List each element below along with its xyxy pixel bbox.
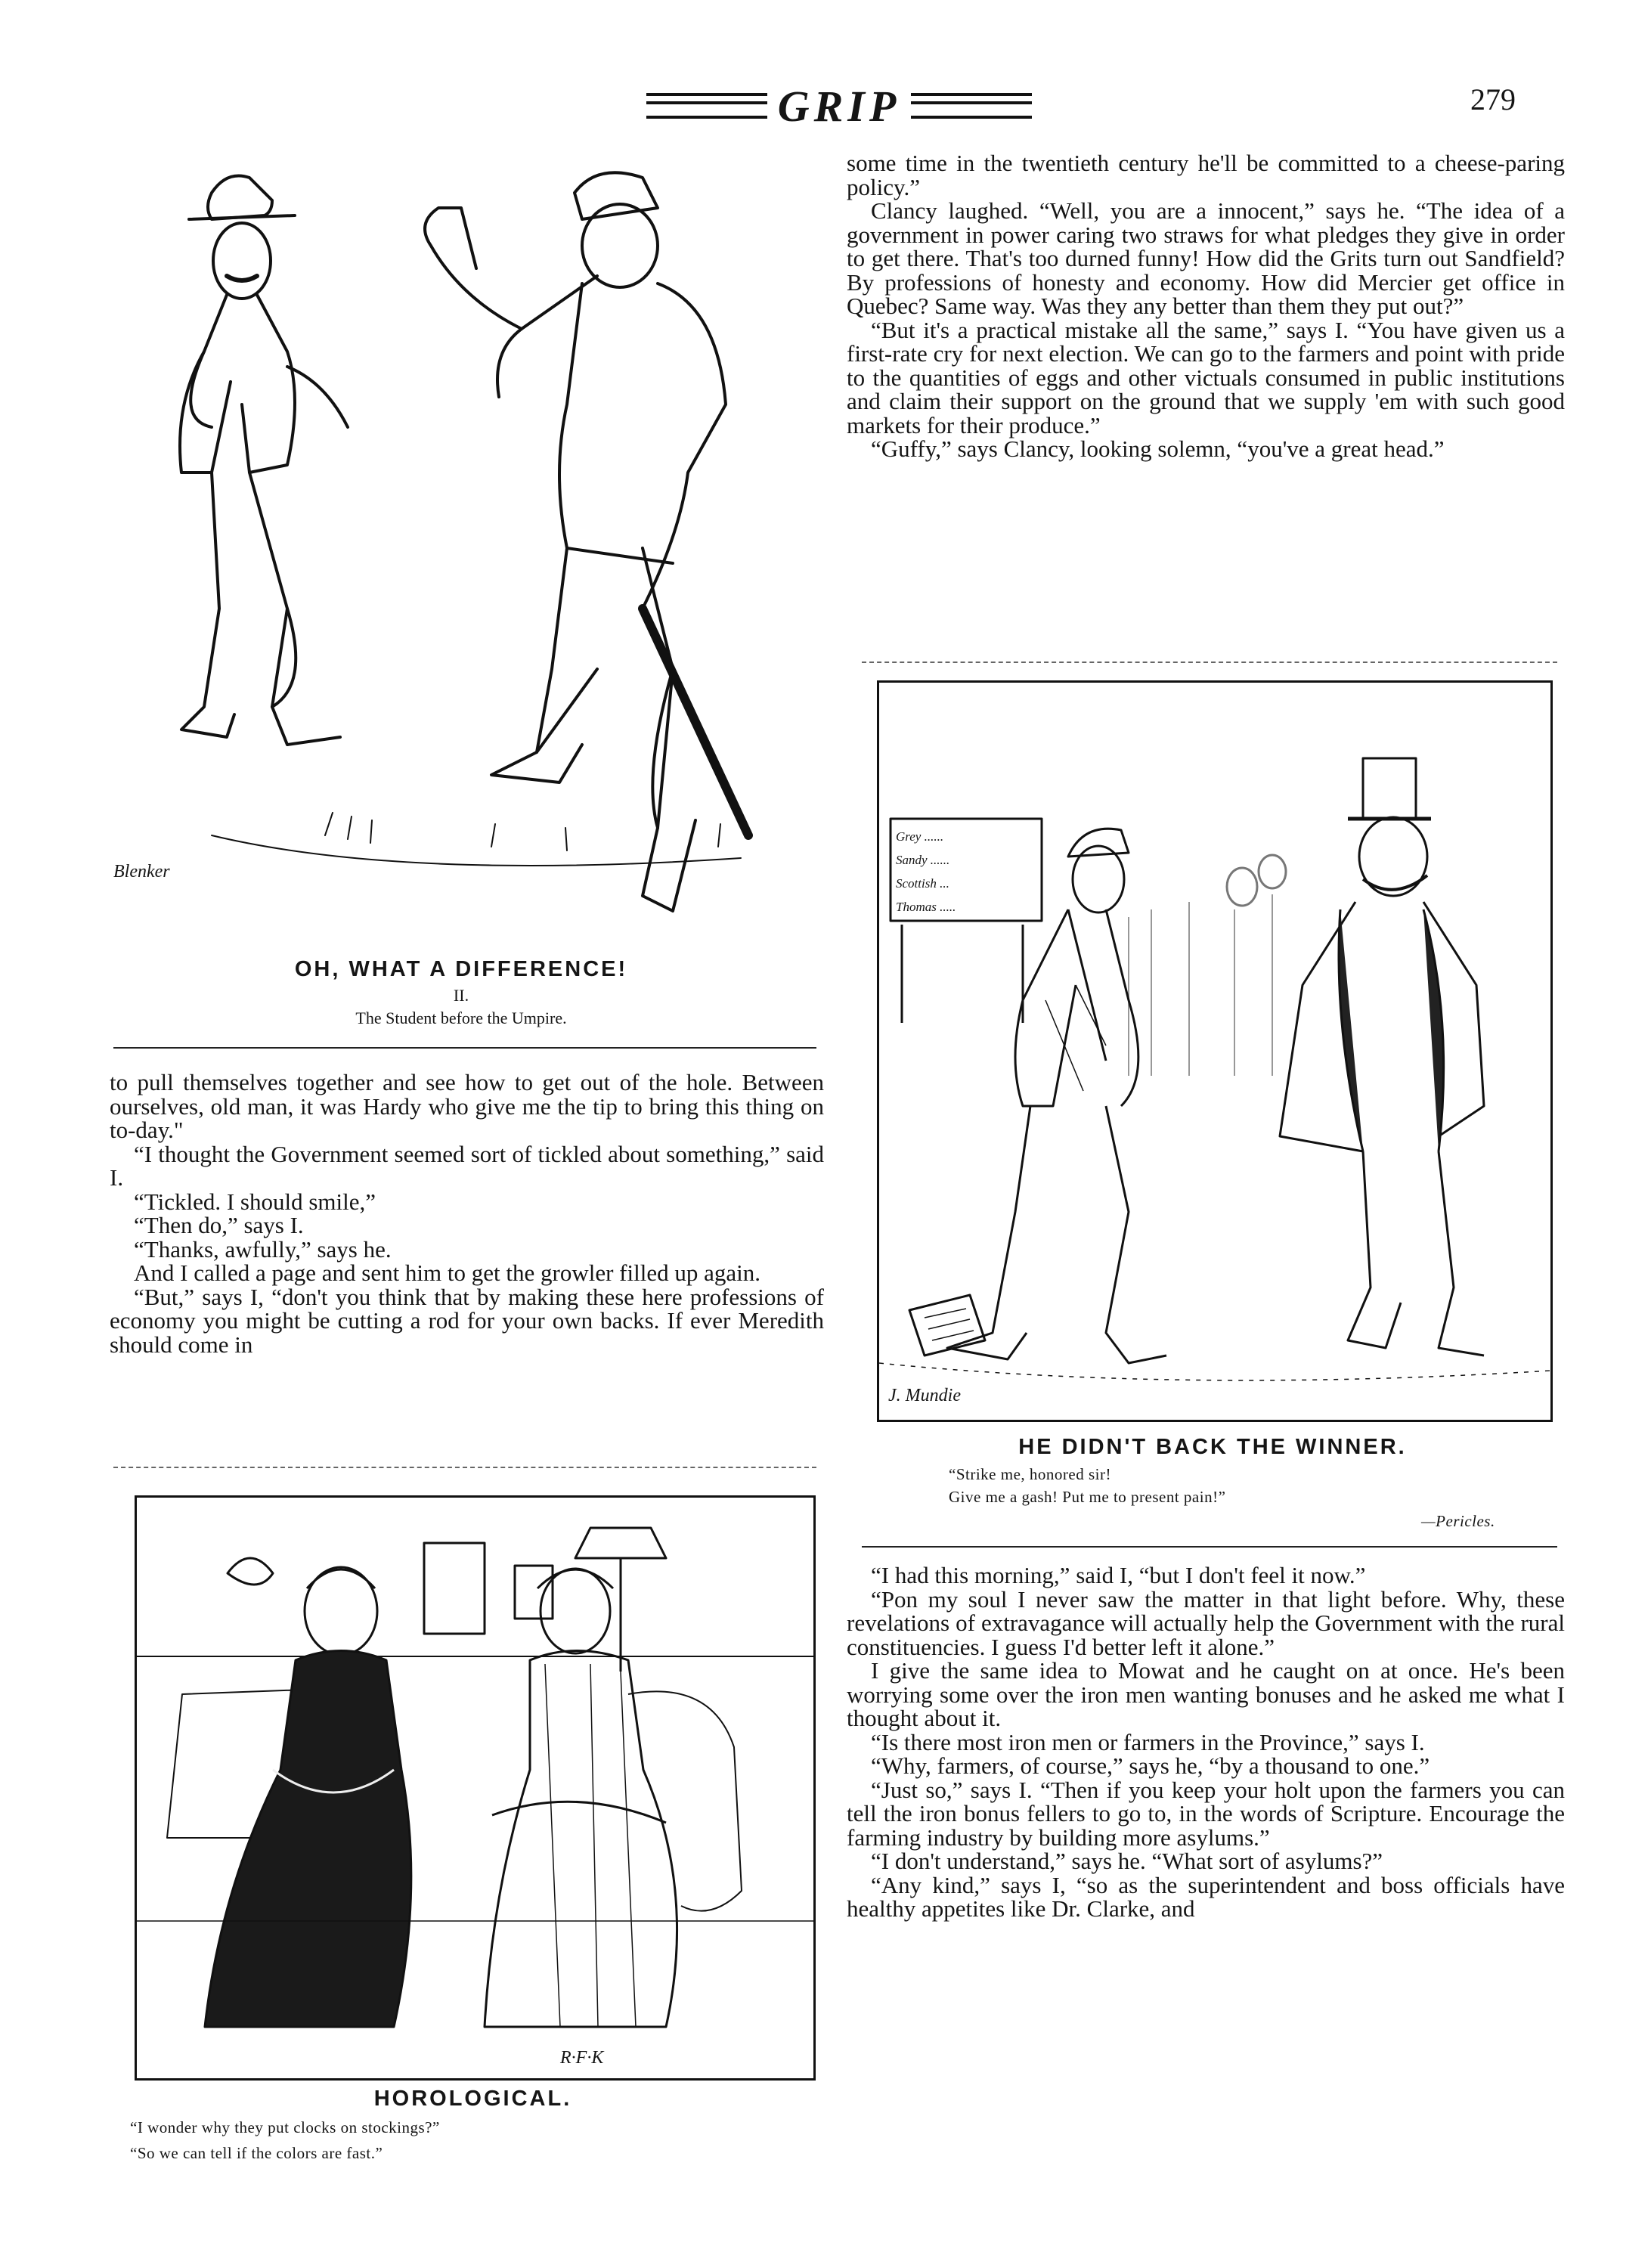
odds-board: [896, 825, 1036, 919]
umpire-cartoon-drawing: [98, 155, 824, 949]
right-bottom-paragraph-2: “Pon my soul I never saw the matter in that light before. Why, these revelations of extravagance will actually help the Government with the rural constituencies. I guess I'd better left it alone.”: [847, 1585, 1565, 1660]
horological-cartoon-drawing: [137, 1498, 813, 2078]
left-paragraph-7: “But,” says I, “don't you think that by making these here professions of economy you might be cutting a rod for your own backs. If ever Meredith should come in: [110, 1283, 824, 1358]
umpire-cartoon-part: II.: [453, 986, 469, 1005]
left-paragraph-2: “I thought the Government seemed sort of tickled about something,” said I.: [110, 1140, 824, 1191]
winner-cartoon: [877, 680, 1553, 1422]
divider-left-middle: [113, 1467, 816, 1468]
horological-cartoon-title: HOROLOGICAL.: [373, 2087, 572, 2111]
right-bottom-paragraph-6: “Just so,” says I. “Then if you keep your holt upon the farmers you can tell the iron bonus fellers to go to, in the words of Scripture. Encourage the farming industry by building more asylums.”: [847, 1776, 1565, 1851]
right-bottom-paragraph-4: “Is there most iron men or farmers in the Province,” says I.: [871, 1728, 1425, 1755]
right-column-bottom-text: [847, 1563, 1565, 1921]
odds-board-line: Scottish ...: [896, 876, 949, 891]
umpire-cartoon-signature: Blenker: [113, 862, 170, 881]
umpire-cartoon-subtitle: The Student before the Umpire.: [355, 1009, 567, 1027]
masthead-title: GRIP: [777, 81, 901, 131]
umpire-cartoon-title: OH, WHAT A DIFFERENCE!: [294, 957, 628, 981]
left-paragraph-3: “Tickled. I should smile,”: [134, 1188, 376, 1215]
right-bottom-paragraph-1: “I had this morning,” said I, “but I don't feel it now.”: [871, 1562, 1366, 1588]
right-top-paragraph-4: “Guffy,” says Clancy, looking solemn, “you've a great head.”: [871, 435, 1445, 462]
winner-cartoon-quote-1: “Strike me, honored sir!: [949, 1465, 1111, 1483]
odds-board-line: Thomas .....: [896, 900, 956, 914]
left-paragraph-4: “Then do,” says I.: [134, 1212, 304, 1238]
right-column-top-text: [847, 151, 1565, 461]
left-paragraph-5: “Thanks, awfully,” says he.: [134, 1235, 392, 1263]
right-bottom-paragraph-8: “Any kind,” says I, “so as the superintendent and boss officials have healthy appetites like Dr. Clarke, and: [847, 1871, 1565, 1922]
right-bottom-paragraph-7: “I don't understand,” says he. “What sort of asylums?”: [871, 1848, 1383, 1874]
winner-cartoon-drawing: [879, 683, 1550, 1420]
masthead: [590, 76, 1089, 136]
left-column-text: [110, 1070, 824, 1356]
right-top-paragraph-2: Clancy laughed. “Well, you are a innocent,” says he. “The idea of a government in power caring two straws for what pledges they give in order to get there. That's too durned funny! How did the Grits turn out Sandfield? By professions of honesty and economy. How did Mercier get office in Quebec? Same way. Was they any better than them they put out?”: [847, 197, 1565, 319]
odds-board-line: Sandy ......: [896, 853, 950, 867]
divider-right-middle: [862, 1546, 1557, 1548]
right-top-paragraph-1: some time in the twentieth century he'll be committed to a cheese-paring policy.”: [847, 150, 1565, 200]
umpire-cartoon: [98, 155, 824, 949]
winner-cartoon-attribution: —Pericles.: [1421, 1512, 1495, 1530]
horological-cartoon: [135, 1495, 816, 2081]
right-bottom-paragraph-3: I give the same idea to Mowat and he caught on at once. He's been worrying some over the iron men wanting bonuses and he asked me what I thought about it.: [847, 1657, 1565, 1731]
divider-left-top: [113, 1047, 816, 1049]
masthead-rule-left: [646, 93, 767, 119]
horological-cartoon-signature: R·F·K: [560, 2048, 604, 2068]
right-bottom-paragraph-5: “Why, farmers, of course,” says he, “by a thousand to one.”: [871, 1752, 1430, 1779]
divider-right-top: [862, 662, 1557, 663]
masthead-rule-right: [911, 93, 1032, 119]
odds-board-line: Grey ......: [896, 829, 944, 844]
horological-cartoon-quote-1: “I wonder why they put clocks on stockings?”: [130, 2118, 440, 2136]
winner-cartoon-title: HE DIDN'T BACK THE WINNER.: [1018, 1435, 1407, 1459]
horological-cartoon-quote-2: “So we can tell if the colors are fast.”: [130, 2144, 383, 2162]
left-paragraph-6: And I called a page and sent him to get the growler filled up again.: [134, 1259, 760, 1286]
page-number: 279: [1470, 82, 1516, 116]
winner-cartoon-quote-2: Give me a gash! Put me to present pain!”: [949, 1488, 1226, 1506]
left-paragraph-1: to pull themselves together and see how to get out of the hole. Between ourselves, old man, it was Hardy who give me the tip to bring this thing on to-day.": [110, 1069, 824, 1143]
right-top-paragraph-3: “But it's a practical mistake all the same,” says I. “You have given us a first-rate cry for next election. We can go to the farmers and point with pride to the quantities of eggs and other victuals consumed in public institutions and claim their support on the ground that we supply 'em with such good markets for their produce.”: [847, 316, 1565, 438]
winner-cartoon-signature: J. Mundie: [888, 1386, 961, 1405]
